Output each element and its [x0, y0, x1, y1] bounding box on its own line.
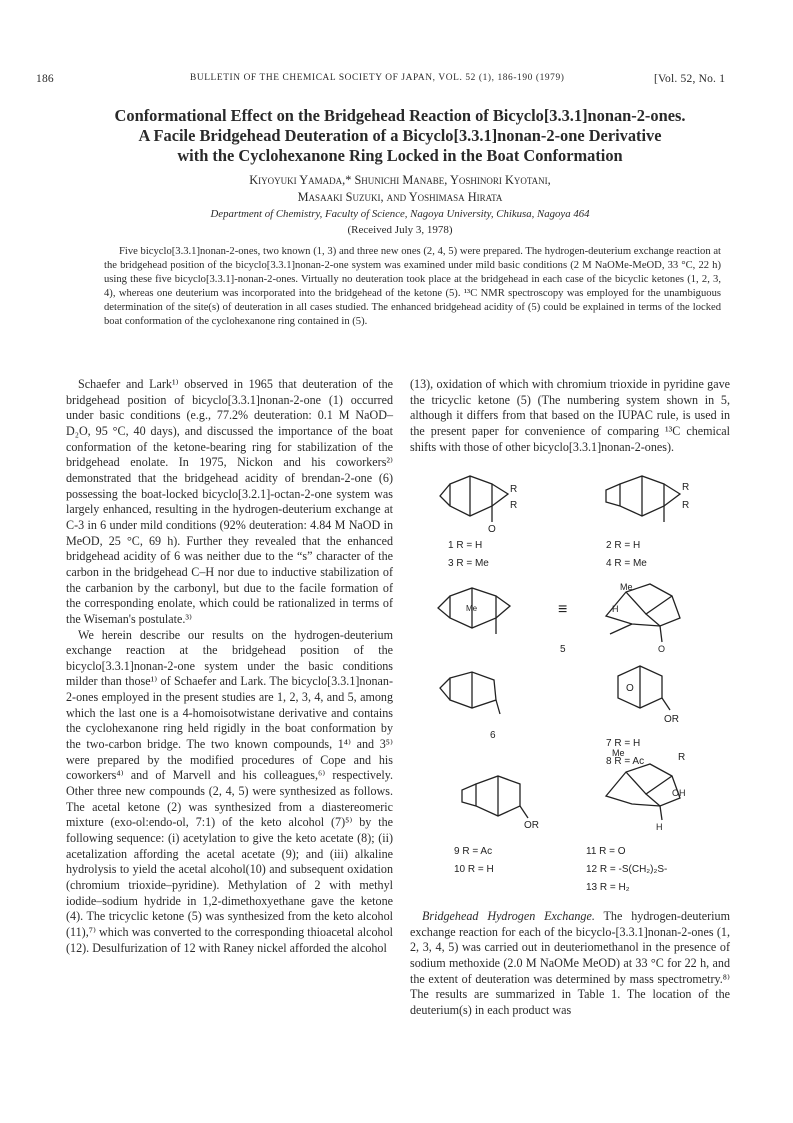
affiliation: Department of Chemistry, Faculty of Science, Nagoya University, Chikusa, Nagoya 464 [210, 208, 590, 220]
right-paragraph-1: (13), oxidation of which with chromium trioxide in pyridine gave the tricyclic ketone (5) (The numbering system shown in 5, although it differs from that based on the IUPAC rule, is used in the present paper for convenience of comparing ¹³C chemical shifts with those of other bicyclo[3.3.1]nonan-2-ones). [410, 377, 730, 454]
atom-h: H [656, 822, 663, 832]
atom-me: Me [612, 748, 625, 758]
label-5: 5 [560, 644, 566, 655]
structure-5-left [438, 588, 510, 634]
label-12: 12 R = -S(CH₂)₂S- [586, 864, 668, 875]
received-date: (Received July 3, 1978) [347, 224, 453, 236]
atom-me: Me [620, 582, 633, 592]
bridgehead-exchange-paragraph [410, 909, 730, 1019]
equivalence-symbol: ≡ [558, 601, 568, 618]
atom-o: O [488, 524, 496, 535]
structure-1-3 [440, 476, 517, 535]
section-heading: Bridgehead Hydrogen Exchange. [422, 909, 595, 923]
atom-or: OR [524, 820, 539, 831]
label-13: 13 R = H₂ [586, 882, 630, 893]
label-2: 2 R = H [606, 540, 641, 551]
structure-9-10 [462, 776, 539, 831]
atom-me: Me [466, 604, 478, 613]
label-7: 7 R = H [606, 738, 641, 749]
atom-r: R [510, 500, 518, 511]
atom-r: R [682, 500, 690, 511]
atom-r: R [510, 484, 518, 495]
intro-paragraph-1: Schaefer and Lark¹⁾ observed in 1965 that deuteration of the bridgehead position of bicyclo[3.3.1]nonan-2-one (1) occurred under basic conditions (e.g., 77.2% deuteration: 0.1 M NaOD–D₂O, 95 °C, 40 days), and discussed the importance of the boat conformation of the ketone-bearing ring for stabilization of the bridgehead enolate. In 1975, Nickon and his coworkers²⁾ demonstrated that the bridgehead acidity of brendan-2-one (6) possessing the boat-locked bicyclo[3.2.1]-octan-2-one system was largely enhanced, resulting in the hydrogen-deuterium exchange at C-3 in 6 under mild conditions (92% deuteration: 4.84 M NaOD in MeOD, 25 °C, 69 h). Further they revealed that the enhanced bridgehead acidity of 6 was neither due to the “s” character of the carbon in the bridgehead C–H nor due to inductive stabilization of the carbanion by the carbonyl, but due to the facile formation of the corresponding enolate, which could be rationalized in terms of the Wiseman's postulate.³⁾ [66, 377, 393, 626]
atom-r: R [678, 752, 686, 763]
journal-citation: BULLETIN OF THE CHEMICAL SOCIETY OF JAPAN, VOL. 52 (1), 186-190 (1979) [190, 73, 565, 83]
structure-7-8 [618, 666, 679, 725]
atom-r: R [682, 482, 690, 493]
bridgehead-exchange-text: The hydrogen-deuterium exchange reaction for each of the bicyclo-[3.3.1]nonan-2-ones (1, 2, 3, 4, 5) was carried out in deuteriomethanol in the presence of sodium methoxide (2.0 M NaOMe MeOD) at 33 °C for 22 h, and the extent of deuteration was determined by mass spectrometry.⁸⁾ The results are summarized in Table 1. The location of the deuterium(s) in each product was [410, 909, 730, 1017]
label-10: 10 R = H [454, 864, 494, 875]
intro-paragraph-2: We herein describe our results on the hydrogen-deuterium exchange reaction at the bridgehead position of the bicyclo[3.3.1]nonan-2-one system under the basic conditions milder than those¹⁾ of Schaefer and Lark. The bicyclo[3.3.1]nonan-2-ones employed in the present studies are 1, 2, 3, 4, and 5, among which the last one is a 4-homoisotwistane derivative and contains the cyclohexanone ring held rigidly in the boat conformation by the two-carbon bridge. The two known compounds, 1⁴⁾ and 3⁵⁾ were prepared by the modified procedures of Cope and his coworkers⁴⁾ and of Marvell and his colleagues,⁶⁾ respectively. Other three new compounds (2, 4, 5) were synthesized as follows. The acetal ketone (2) was synthesized from a diastereomeric mixture (exo-ol:endo-ol, 7:1) of the keto alcohol (7)⁵⁾ by the following sequence: (i) acetylation to give the keto acetate (8); (ii) acetalization affording the acetal acetate (9); and (iii) alkaline hydrolysis to yield the acetal alcohol(10) and subsequent oxidation (chromium trioxide–pyridine). Methylation of 2 with methyl iodide–sodium hydride in 1,2-dimethoxyethane gave the ketone (4). The tricyclic ketone (5) was synthesized from the keto alcohol (11),⁷⁾ which was converted to the corresponding thioacetal alcohol (12). Desulfurization of 12 with Raney nickel afforded the alcohol [66, 627, 393, 955]
left-column [66, 377, 393, 956]
label-8: 8 R = Ac [606, 756, 645, 767]
atom-oh: OH [672, 788, 686, 798]
authors-line-2: Masaaki Suzuki, and Yoshimasa Hirata [297, 190, 503, 204]
paper-title-line-1: Conformational Effect on the Bridgehead Reaction of Bicyclo[3.3.1]nonan-2-ones. [114, 106, 686, 125]
authors-line-1: Kiyoyuki Yamada,* Shunichi Manabe, Yoshinori Kyotani, [249, 173, 551, 187]
page-number: 186 [36, 73, 54, 85]
label-9: 9 R = Ac [454, 846, 493, 857]
structure-2-4 [606, 476, 689, 522]
right-column-top [410, 377, 730, 455]
atom-o: O [658, 644, 666, 654]
volume-info: [Vol. 52, No. 1 [654, 73, 726, 85]
label-11: 11 R = O [586, 846, 626, 857]
label-4: 4 R = Me [606, 558, 647, 569]
label-3: 3 R = Me [448, 558, 489, 569]
atom-o: O [626, 683, 634, 694]
label-1: 1 R = H [448, 540, 483, 551]
atom-or: OR [664, 714, 679, 725]
paper-title-line-3: with the Cyclohexanone Ring Locked in the Boat Conformation [177, 146, 623, 165]
structure-6 [440, 672, 500, 714]
structures-figure [410, 466, 730, 906]
structure-5-right [606, 582, 680, 654]
label-6: 6 [490, 730, 496, 741]
right-column-bottom [410, 909, 730, 1019]
paper-title-line-2: A Facile Bridgehead Deuteration of a Bicyclo[3.3.1]nonan-2-one Derivative [138, 126, 662, 145]
abstract: Five bicyclo[3.3.1]nonan-2-ones, two known (1, 3) and three new ones (2, 4, 5) were prepared. The hydrogen-deuterium exchange reaction at the bridgehead position of the bicyclo[3.3.1]nonan-2-one system was examined under mild basic conditions (2 M NaOMe-MeOD, 33 °C, 22 h) using these five bicyclo[3.3.1]-nonan-2-ones. Virtually no deuteration took place at the bridgehead in each case of the bicyclic ketones (1, 2, 3, 4), whereas one deuterium was incorporated into the bridgehead of the ketone (5). ¹³C NMR spectroscopy was employed for the unambiguous determination of the site(s) of deuteration in all cases studied. The enhanced bridgehead acidity of (5) could be explained in terms of the locked boat conformation of the cyclohexanone ring contained in (5). [104, 246, 721, 328]
atom-h: H [612, 604, 619, 614]
